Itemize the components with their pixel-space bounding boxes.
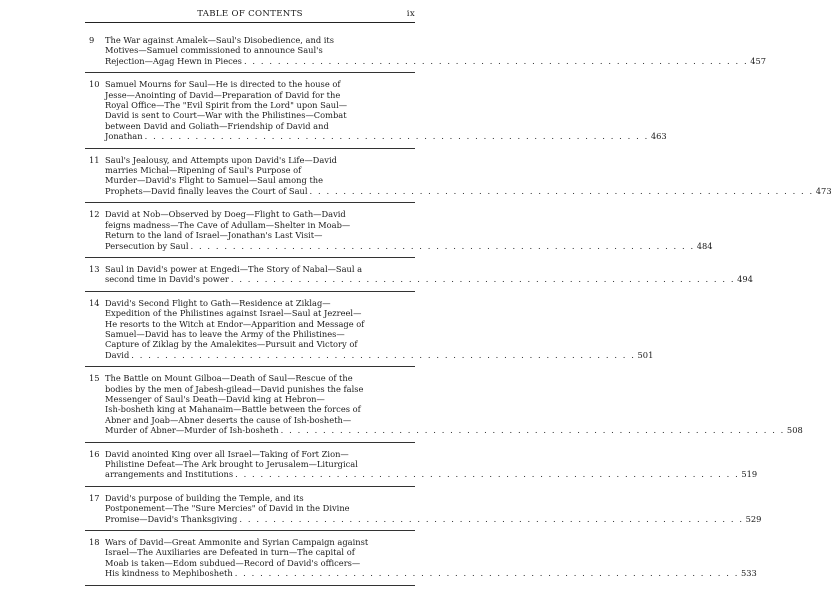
entry-page-number: 501 (637, 349, 654, 360)
entry-line: David anointed King over all Israel—Taking of Fort Zion— (105, 448, 349, 459)
entry-line: Motives—Samuel commissioned to announce Saul's (105, 45, 323, 56)
dot-leader: . . . . . . . . . . . . . . . . . . . . . . . . . . . . . . . . . . . . . . . . . . . . . . . . . . . . . . . . . . . . (243, 55, 749, 66)
entry-page-number: 473 (815, 185, 832, 196)
entry-line-text: Promise—David's Thanksgiving (105, 513, 238, 524)
entry-line: marries Michal—Ripening of Saul's Purpose of (105, 165, 302, 176)
entry-line: Ish-bosheth king at Mahanaim—Battle between the forces of (105, 404, 361, 415)
dot-leader: . . . . . . . . . . . . . . . . . . . . . . . . . . . . . . . . . . . . . . . . . . . . . . . . . . . . . . . . . . . . (239, 513, 744, 524)
dot-leader: . . . . . . . . . . . . . . . . . . . . . . . . . . . . . . . . . . . . . . . . . . . . . . . . . . . . . . . . . . . . (131, 349, 636, 360)
entry-line (105, 55, 767, 66)
entry-line: between David and Goliath—Friendship of David and (105, 120, 329, 131)
entry-line: Return to the land of Israel—Jonathan's Last Visit— (105, 230, 323, 241)
chapter-number: 11 (89, 154, 100, 165)
entry-page-number: 519 (741, 469, 758, 480)
entry-line: Saul's Jealousy, and Attempts upon David's Life—David (105, 154, 337, 165)
entry-page-number: 494 (737, 274, 753, 285)
entry-line-text: His kindness to Mephibosheth (105, 568, 233, 579)
entry-line: David is sent to Court—War with the Philistines—Combat (105, 110, 347, 121)
entry-line: Jesse—Anointing of David—Preparation of David for the (105, 89, 341, 100)
entry-line: Abner and Joab—Abner deserts the cause of Ish-bosheth— (105, 414, 352, 425)
toc-entry (85, 154, 832, 204)
dot-leader: . . . . . . . . . . . . . . . . . . . . . . . . . . . . . . . . . . . . . . . . . . . . . . . . . . . . . . . . . . . . (280, 425, 785, 436)
toc-entry (85, 263, 753, 292)
dot-leader: . . . . . . . . . . . . . . . . . . . . . . . . . . . . . . . . . . . . . . . . . . . . . . . . . . . . . . . . . . . . (144, 131, 649, 142)
entry-page-number: 457 (750, 55, 767, 66)
toc-entry (85, 537, 757, 586)
dot-leader: . . . . . . . . . . . . . . . . . . . . . . . . . . . . . . . . . . . . . . . . . . . . . . . . . . . . . . . . . . . . (309, 185, 814, 196)
chapter-number: 17 (89, 492, 100, 503)
entry-page-number: 484 (696, 240, 713, 251)
entry-line: Moab is taken—Edom subdued—Record of David's officers— (105, 557, 361, 568)
dot-leader: . . . . . . . . . . . . . . . . . . . . . . . . . . . . . . . . . . . . . . . . . . . . . . . . . . . . . . . . . . . . (234, 568, 739, 579)
page-header (85, 8, 415, 23)
entry-line: David's Second Flight to Gath—Residence at Ziklag— (105, 297, 331, 308)
toc-entry (85, 297, 654, 367)
entry-line: Capture of Ziklag by the Amalekites—Pursuit and Victory of (105, 339, 358, 350)
entry-line: Postponement—The "Sure Mercies" of David in the Divine (105, 503, 350, 514)
dot-leader: . . . . . . . . . . . . . . . . . . . . . . . . . . . . . . . . . . . . . . . . . . . . . . . . . . . . . . . . . . . . (190, 240, 695, 251)
entry-line: Messenger of Saul's Death—David king at Hebron— (105, 393, 325, 404)
entry-page-number: 463 (650, 131, 667, 142)
entry-line: The Battle on Mount Gilboa—Death of Saul—Rescue of the (105, 373, 353, 384)
toc-entry (85, 492, 762, 531)
toc-entry-list (85, 35, 832, 586)
entry-line: He resorts to the Witch at Endor—Apparition and Message of (105, 318, 365, 329)
entry-line: Murder—David's Flight to Samuel—Saul among the (105, 175, 324, 186)
entry-line-text: second time in David's power (105, 274, 229, 285)
chapter-number: 14 (89, 297, 100, 308)
dot-leader: . . . . . . . . . . . . . . . . . . . . . . . . . . . . . . . . . . . . . . . . . . . . . . . . . . . . . . . . . . . . (230, 274, 736, 285)
entry-line: bodies by the men of Jabesh-gilead—David punishes the false (105, 383, 364, 394)
toc-entry (85, 373, 803, 442)
entry-line-text: Jonathan (105, 131, 143, 142)
entry-line: Expedition of the Philistines against Israel—Saul at Jezreel— (105, 308, 362, 319)
chapter-number: 13 (89, 263, 100, 274)
entry-line: The War against Amalek—Saul's Disobedience, and its (105, 35, 335, 45)
toc-page (85, 8, 832, 592)
toc-entry (85, 35, 767, 73)
page-number: ix (406, 9, 415, 19)
chapter-number: 16 (89, 448, 100, 459)
entry-line (105, 185, 832, 196)
chapter-number: 15 (89, 373, 100, 384)
entry-line (105, 513, 762, 524)
entry-line-text: arrangements and Institutions (105, 469, 234, 480)
entry-line-text: David (105, 349, 130, 360)
entry-line: feigns madness—The Cave of Adullam—Shelter in Moab— (105, 219, 351, 230)
entry-line-text: Murder of Abner—Murder of Ish-bosheth (105, 425, 279, 436)
toc-entry (85, 79, 667, 148)
entry-line: Samuel Mourns for Saul—He is directed to the house of (105, 79, 341, 90)
entry-line: Samuel—David has to leave the Army of the Philistines— (105, 328, 345, 339)
entry-line: Saul in David's power at Engedi—The Story of Nabal—Saul a (105, 263, 363, 274)
entry-line: Wars of David—Great Ammonite and Syrian Campaign against (105, 537, 369, 548)
entry-line-text: Rejection—Agag Hewn in Pieces (105, 55, 242, 66)
entry-line: David's purpose of building the Temple, and its (105, 492, 304, 503)
page-title: TABLE OF CONTENTS (197, 9, 303, 19)
entry-line (105, 425, 803, 436)
entry-page-number: 529 (745, 513, 762, 524)
entry-line (105, 274, 753, 285)
chapter-number: 9 (89, 35, 95, 45)
entry-line (105, 349, 654, 360)
entry-line: David at Nob—Observed by Doeg—Flight to Gath—David (105, 209, 346, 220)
entry-line (105, 568, 757, 579)
chapter-number: 10 (89, 79, 100, 90)
entry-page-number: 533 (740, 568, 757, 579)
entry-line (105, 469, 758, 480)
chapter-number: 12 (89, 209, 100, 220)
entry-line: Israel—The Auxiliaries are Defeated in turn—The capital of (105, 547, 355, 558)
entry-line (105, 131, 667, 142)
entry-line: Royal Office—The "Evil Spirit from the Lord" upon Saul— (105, 100, 348, 111)
dot-leader: . . . . . . . . . . . . . . . . . . . . . . . . . . . . . . . . . . . . . . . . . . . . . . . . . . . . . . . . . . . . (235, 469, 740, 480)
entry-line-text: Persecution by Saul (105, 240, 189, 251)
entry-page-number: 508 (786, 425, 803, 436)
entry-line (105, 240, 713, 251)
entry-line: Philistine Defeat—The Ark brought to Jerusalem—Liturgical (105, 459, 358, 469)
chapter-number: 18 (89, 537, 100, 548)
toc-entry (85, 209, 713, 258)
entry-line-text: Prophets—David finally leaves the Court of Saul (105, 185, 308, 196)
toc-entry (85, 448, 758, 487)
